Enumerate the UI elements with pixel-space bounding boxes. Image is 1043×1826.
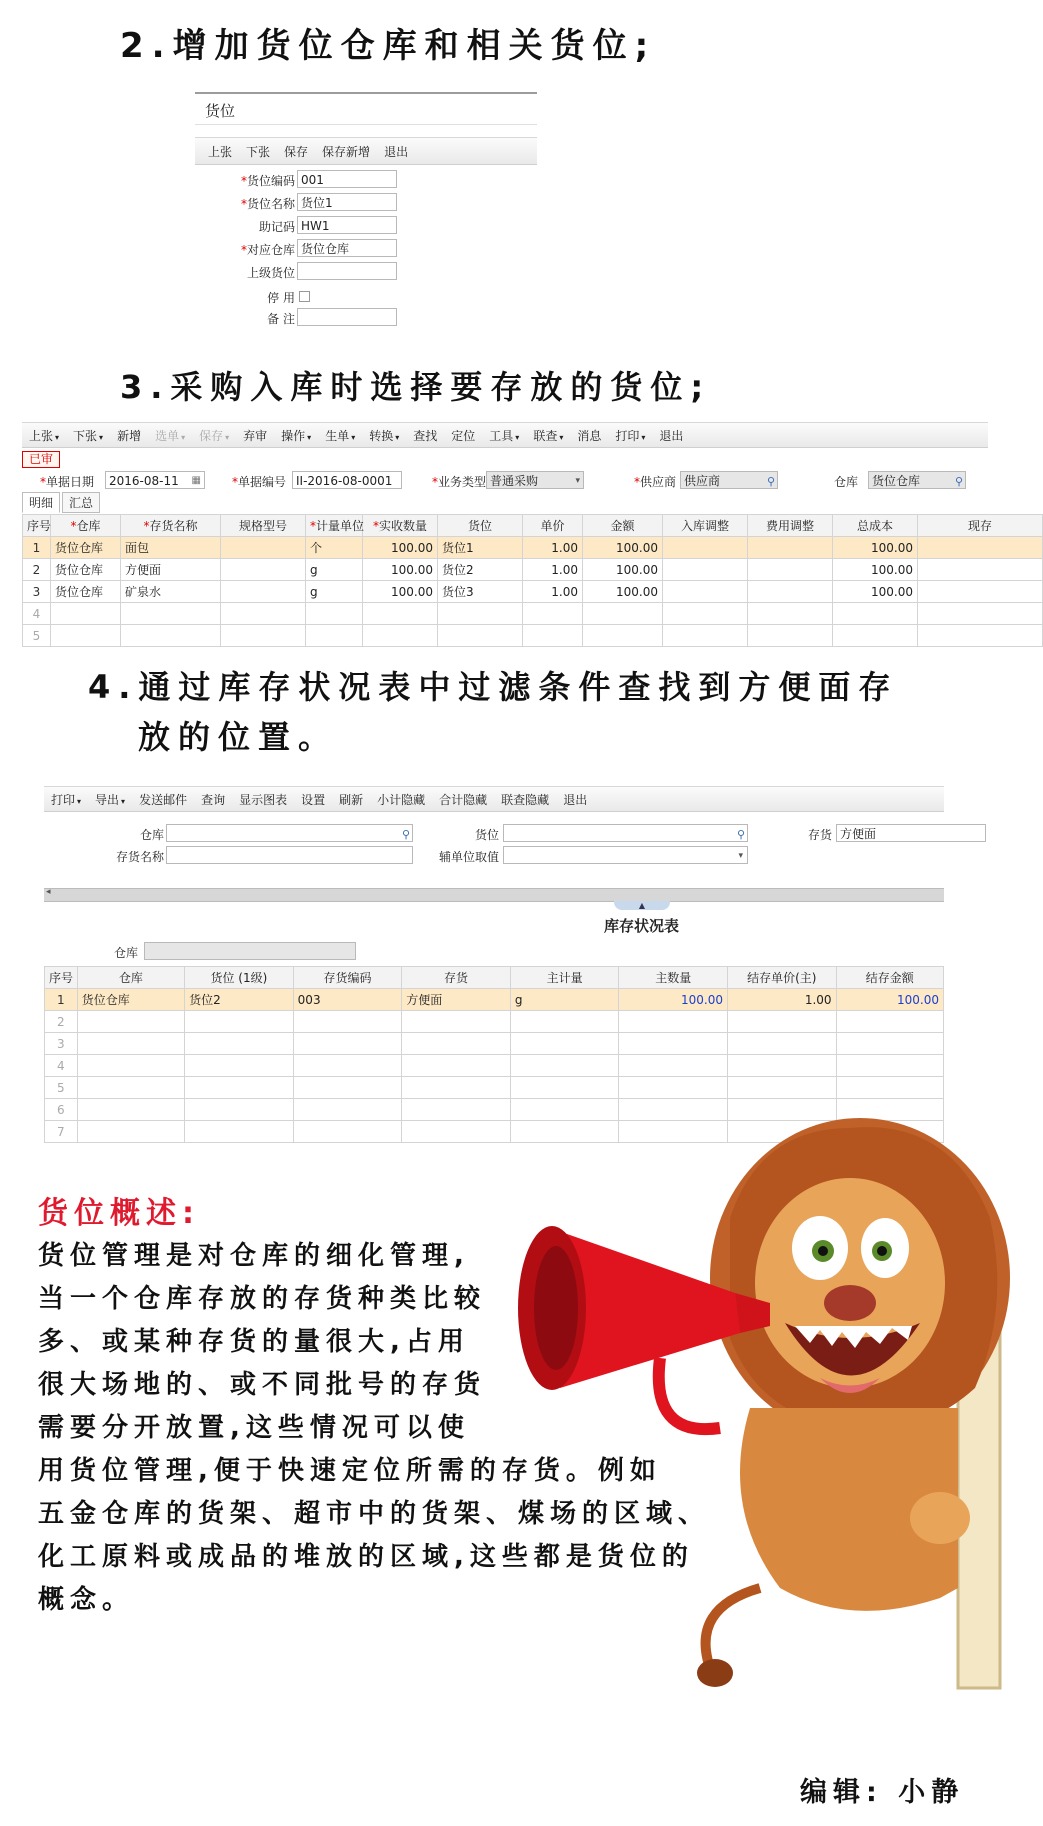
receipt-column-header[interactable]: *存货名称	[121, 515, 221, 537]
overview-line: 用货位管理,便于快速定位所需的存货。例如	[38, 1456, 662, 1486]
receipt-cell[interactable]: 100.00	[833, 559, 918, 581]
report-toolbar-button[interactable]	[370, 791, 432, 808]
report-toolbar-label: 打印	[51, 792, 76, 807]
tab-summary[interactable]: 汇总	[62, 492, 100, 513]
receipt-row[interactable]	[23, 537, 1043, 559]
report-cell[interactable]	[77, 1099, 184, 1121]
report-toolbar-button[interactable]	[132, 791, 194, 808]
report-toolbar-button[interactable]	[494, 791, 556, 808]
chevron-down-icon: ▾	[77, 796, 82, 806]
report-cell[interactable]	[510, 1011, 619, 1033]
report-cell[interactable]: 100.00	[619, 989, 728, 1011]
report-column-header[interactable]: 序号	[45, 967, 78, 989]
receipt-cell[interactable]: 方便面	[121, 559, 221, 581]
form-toolbar	[195, 137, 537, 165]
warehouse-header-label: 仓库	[834, 475, 859, 489]
report-cell[interactable]: g	[510, 989, 619, 1011]
receipt-cell[interactable]	[663, 581, 748, 603]
chevron-down-icon: ▾	[559, 432, 564, 442]
warehouse-label: 对应仓库	[246, 243, 295, 257]
report-cell[interactable]: 5	[45, 1077, 78, 1099]
filter-aux-unit-select[interactable]	[503, 846, 748, 864]
report-cell[interactable]	[402, 1121, 511, 1143]
receipt-column-header[interactable]: *实收数量	[363, 515, 438, 537]
receipt-toolbar-button[interactable]	[652, 427, 690, 444]
receipt-column-header[interactable]: 单价	[523, 515, 583, 537]
calendar-icon[interactable]: ▦	[191, 475, 201, 486]
bill-no-field[interactable]: II-2016-08-0001	[292, 471, 402, 489]
receipt-cell[interactable]	[523, 625, 583, 647]
receipt-cell[interactable]	[221, 603, 306, 625]
receipt-toolbar-label: 生单	[325, 428, 350, 443]
report-cell[interactable]	[836, 1077, 943, 1099]
report-cell[interactable]	[510, 1055, 619, 1077]
receipt-cell[interactable]	[918, 581, 1043, 603]
report-toolbar-button[interactable]	[232, 791, 294, 808]
receipt-toolbar-label: 保存	[199, 428, 224, 443]
report-cell[interactable]: 7	[45, 1121, 78, 1143]
report-column-header[interactable]: 存货编码	[293, 967, 402, 989]
receipt-cell[interactable]	[748, 603, 833, 625]
report-cell[interactable]	[402, 1011, 511, 1033]
form-toolbar-button[interactable]: 保存新增	[322, 144, 371, 159]
receipt-toolbar-button[interactable]	[148, 427, 192, 444]
receipt-cell[interactable]	[663, 537, 748, 559]
receipt-toolbar-label: 打印	[615, 428, 640, 443]
chevron-down-icon: ▾	[225, 432, 230, 442]
receipt-cell[interactable]: 货位仓库	[51, 559, 121, 581]
receipt-tabs	[22, 492, 102, 513]
report-empty-row[interactable]	[45, 1055, 944, 1077]
receipt-cell[interactable]	[663, 559, 748, 581]
report-column-header[interactable]: 货位 (1级)	[185, 967, 294, 989]
report-toolbar-label: 小计隐藏	[377, 792, 426, 807]
parent-location-label: 上级货位	[246, 266, 295, 280]
receipt-cell[interactable]	[363, 625, 438, 647]
report-cell[interactable]	[293, 1121, 402, 1143]
inventory-report-panel	[44, 786, 944, 1150]
receipt-cell[interactable]: 100.00	[833, 537, 918, 559]
report-cell[interactable]	[293, 1011, 402, 1033]
overview-line: 多、或某种存货的量很大,占用	[38, 1327, 470, 1357]
receipt-column-header[interactable]: 金额	[583, 515, 663, 537]
filter-warehouse-label: 仓库	[139, 828, 164, 842]
receipt-toolbar-label: 新增	[117, 428, 142, 443]
step4-heading-line2: 放的位置。	[138, 718, 339, 756]
lion-megaphone-illustration	[520, 1108, 1000, 1688]
filter-splitter[interactable]	[44, 888, 944, 902]
receipt-toolbar-label: 定位	[451, 428, 476, 443]
receipt-toolbar-button[interactable]	[406, 427, 444, 444]
receipt-cell[interactable]: 1	[23, 537, 51, 559]
report-cell[interactable]	[727, 1055, 836, 1077]
report-toolbar-label: 合计隐藏	[439, 792, 488, 807]
receipt-cell[interactable]	[918, 537, 1043, 559]
receipt-cell[interactable]	[121, 603, 221, 625]
business-type-select[interactable]: 普通采购 ▾	[486, 471, 584, 489]
overview-line: 五金仓库的货架、超市中的货架、煤场的区域、	[38, 1499, 711, 1529]
receipt-cell[interactable]: g	[306, 581, 363, 603]
receipt-grid	[22, 514, 1043, 647]
receipt-cell[interactable]	[51, 625, 121, 647]
supplier-field[interactable]: 供应商 ⚲	[680, 471, 778, 489]
report-cell[interactable]	[510, 1033, 619, 1055]
mnemonic-label: 助记码	[258, 220, 295, 234]
location-code-label: 货位编码	[246, 174, 295, 188]
report-toolbar-label: 查询	[201, 792, 226, 807]
report-cell[interactable]: 6	[45, 1099, 78, 1121]
receipt-cell[interactable]: 1.00	[523, 581, 583, 603]
report-cell[interactable]	[727, 1077, 836, 1099]
filter-item-name-field[interactable]	[166, 846, 413, 864]
chevron-down-icon: ▾	[99, 432, 104, 442]
report-cell[interactable]	[293, 1033, 402, 1055]
receipt-column-header[interactable]: 费用调整	[748, 515, 833, 537]
report-toolbar-label: 导出	[95, 792, 120, 807]
lookup-icon[interactable]: ⚲	[766, 475, 775, 488]
receipt-toolbar-label: 查找	[413, 428, 438, 443]
step3-heading: 3.采购入库时选择要存放的货位;	[120, 368, 712, 406]
report-toolbar-label: 发送邮件	[139, 792, 188, 807]
purchase-receipt-panel: 上张 ▾ 下张 ▾ 新增 选单 ▾ 保存 ▾ 弃审 操作 ▾ 生单 ▾ 转换 ▾ 查找 定位 工具 ▾ 联查 ▾ 消息 打印 ▾ 退出 已审 *单据日期 2016-08-11 ▦ *单据编号 II-2016-08-0001 *业务类型 普通采购 ▾ *供应商 供应商 ⚲ 仓库 货位仓库 ⚲ 明细 汇总 序号 *仓库 *存货名称 规格型号 *计量单位 *实收数量 货位 单价 金额 入库调整 费用调整 总成本 现存 1 货位仓库 面包 个 100.00 货位1 1.00 100.00 100.00 2 货位仓库 方便面 g 100.00 货位2 1.00 100.00 100.00 3 货位仓库 矿泉水 g 100.00 货位3 1.00 100.00 100.00 4 5	[22, 420, 988, 660]
report-cell[interactable]	[77, 1033, 184, 1055]
supplier-label: 供应商	[640, 475, 677, 489]
filter-item-name-label: 存货名称	[115, 850, 164, 864]
report-cell[interactable]	[836, 1033, 943, 1055]
receipt-cell[interactable]	[748, 559, 833, 581]
chevron-down-icon: ▾	[307, 432, 312, 442]
report-cell[interactable]	[293, 1099, 402, 1121]
receipt-cell[interactable]: 货位2	[438, 559, 523, 581]
receipt-column-header[interactable]: 总成本	[833, 515, 918, 537]
receipt-cell[interactable]: 1.00	[523, 537, 583, 559]
receipt-cell[interactable]: 1.00	[523, 559, 583, 581]
report-cell[interactable]: 3	[45, 1033, 78, 1055]
report-toolbar-button[interactable]	[44, 791, 88, 808]
report-warehouse-label: 仓库	[114, 946, 139, 960]
report-empty-row[interactable]	[45, 1033, 944, 1055]
receipt-toolbar-button[interactable]	[570, 427, 608, 444]
receipt-toolbar-label: 工具	[489, 428, 514, 443]
receipt-toolbar-button[interactable]	[274, 427, 318, 444]
receipt-toolbar-button[interactable]	[236, 427, 274, 444]
chevron-down-icon: ▾	[575, 476, 580, 486]
report-cell[interactable]	[836, 1055, 943, 1077]
report-title: 库存状况表	[604, 917, 680, 935]
report-row[interactable]	[45, 989, 944, 1011]
report-cell[interactable]: 货位2	[185, 989, 294, 1011]
collapse-up-icon[interactable]: ▲	[614, 901, 670, 910]
receipt-cell[interactable]	[221, 625, 306, 647]
chevron-left-icon[interactable]: ◂	[46, 887, 51, 897]
overview-line: 当一个仓库存放的存货种类比较	[38, 1284, 487, 1314]
receipt-cell[interactable]: 4	[23, 603, 51, 625]
report-cell[interactable]	[293, 1055, 402, 1077]
lookup-icon[interactable]: ⚲	[954, 475, 963, 488]
overview-line: 需要分开放置,这些情况可以使	[38, 1413, 470, 1443]
bill-date-label: 单据日期	[46, 475, 95, 489]
receipt-cell[interactable]	[438, 603, 523, 625]
report-cell[interactable]	[77, 1011, 184, 1033]
report-cell[interactable]: 100.00	[836, 989, 943, 1011]
receipt-cell[interactable]	[918, 559, 1043, 581]
receipt-toolbar-label: 联查	[533, 428, 558, 443]
receipt-toolbar-button[interactable]	[318, 427, 362, 444]
receipt-empty-row[interactable]	[23, 625, 1043, 647]
lookup-icon[interactable]: ⚲	[401, 828, 410, 841]
chevron-down-icon: ▾	[641, 432, 646, 442]
chevron-down-icon: ▾	[515, 432, 520, 442]
receipt-toolbar-label: 消息	[577, 428, 602, 443]
overview-line: 很大场地的、或不同批号的存货	[38, 1370, 487, 1400]
receipt-cell[interactable]: 3	[23, 581, 51, 603]
receipt-cell[interactable]	[221, 559, 306, 581]
receipt-toolbar-label: 选单	[155, 428, 180, 443]
receipt-cell[interactable]: g	[306, 559, 363, 581]
receipt-cell[interactable]: 个	[306, 537, 363, 559]
receipt-cell[interactable]: 货位仓库	[51, 537, 121, 559]
receipt-cell[interactable]	[51, 603, 121, 625]
receipt-cell[interactable]: 100.00	[583, 581, 663, 603]
report-cell[interactable]: 方便面	[402, 989, 511, 1011]
report-cell[interactable]: 4	[45, 1055, 78, 1077]
receipt-toolbar-label: 转换	[369, 428, 394, 443]
receipt-toolbar-label: 下张	[73, 428, 98, 443]
receipt-cell[interactable]	[363, 603, 438, 625]
report-toolbar-label: 设置	[301, 792, 326, 807]
receipt-toolbar-label: 退出	[659, 428, 684, 443]
step4-heading-line1: 4.通过库存状况表中过滤条件查找到方便面存	[88, 668, 899, 706]
receipt-toolbar-button[interactable]	[66, 427, 110, 444]
report-cell[interactable]	[510, 1077, 619, 1099]
filter-aux-unit-label: 辅单位取值	[438, 850, 499, 864]
receipt-toolbar-button[interactable]	[482, 427, 526, 444]
overview-line: 化工原料或成品的堆放的区域,这些都是货位的	[38, 1542, 694, 1572]
report-cell[interactable]: 1.00	[727, 989, 836, 1011]
report-cell[interactable]	[77, 1077, 184, 1099]
receipt-column-header[interactable]: 规格型号	[221, 515, 306, 537]
receipt-column-header[interactable]: 货位	[438, 515, 523, 537]
location-form-panel: 货位 上张 下张 保存 保存新增 退出 *货位编码 001 *货位名称 货位1 助记码 HW1 *对应仓库 货位仓库 上级货位 停 用 备 注	[195, 92, 537, 332]
report-cell[interactable]	[619, 1011, 728, 1033]
report-warehouse-field	[144, 942, 356, 960]
mnemonic-field[interactable]: HW1	[297, 216, 397, 234]
report-column-header[interactable]: 仓库	[77, 967, 184, 989]
receipt-column-header[interactable]: *计量单位	[306, 515, 363, 537]
report-cell[interactable]	[185, 1055, 294, 1077]
receipt-column-header[interactable]: 入库调整	[663, 515, 748, 537]
chevron-down-icon: ▾	[121, 796, 126, 806]
filter-item-field[interactable]: 方便面	[836, 824, 986, 842]
receipt-cell[interactable]: 100.00	[363, 559, 438, 581]
filter-item-label: 存货	[807, 828, 832, 842]
filter-location-label: 货位	[474, 828, 499, 842]
receipt-cell[interactable]	[748, 537, 833, 559]
receipt-cell[interactable]	[663, 603, 748, 625]
report-cell[interactable]	[836, 1011, 943, 1033]
editor-credit: 编辑: 小静	[800, 1777, 965, 1808]
receipt-toolbar-label: 弃审	[243, 428, 268, 443]
business-type-label: 业务类型	[438, 475, 487, 489]
report-toolbar-label: 刷新	[339, 792, 364, 807]
report-toolbar-button[interactable]	[194, 791, 232, 808]
report-cell[interactable]	[185, 1099, 294, 1121]
form-title: 货位	[205, 102, 236, 120]
receipt-toolbar-button[interactable]	[192, 427, 236, 444]
receipt-cell[interactable]: 100.00	[583, 559, 663, 581]
report-cell[interactable]: 2	[45, 1011, 78, 1033]
report-cell[interactable]	[619, 1055, 728, 1077]
report-cell[interactable]	[77, 1121, 184, 1143]
report-toolbar-button[interactable]	[294, 791, 332, 808]
location-name-field[interactable]: 货位1	[297, 193, 397, 211]
receipt-cell[interactable]: 5	[23, 625, 51, 647]
receipt-column-header[interactable]: 现存	[918, 515, 1043, 537]
filter-location-field[interactable]	[503, 824, 748, 842]
receipt-cell[interactable]	[221, 581, 306, 603]
warehouse-field[interactable]: 货位仓库	[297, 239, 397, 257]
receipt-cell[interactable]: 货位3	[438, 581, 523, 603]
filter-warehouse-field[interactable]	[166, 824, 413, 842]
remark-field[interactable]	[297, 308, 397, 326]
chevron-down-icon: ▾	[181, 432, 186, 442]
bill-date-field[interactable]: 2016-08-11 ▦	[105, 471, 205, 489]
receipt-toolbar-label: 上张	[29, 428, 54, 443]
receipt-column-header[interactable]: 序号	[23, 515, 51, 537]
receipt-cell[interactable]	[833, 625, 918, 647]
report-cell[interactable]	[402, 1055, 511, 1077]
report-toolbar-label: 联查隐藏	[501, 792, 550, 807]
report-empty-row[interactable]	[45, 1077, 944, 1099]
form-toolbar-button[interactable]: 保存	[284, 144, 309, 159]
disabled-label: 停 用	[267, 291, 295, 305]
receipt-cell[interactable]: 面包	[121, 537, 221, 559]
receipt-cell[interactable]	[583, 625, 663, 647]
report-column-header[interactable]: 结存金额	[836, 967, 943, 989]
receipt-cell[interactable]	[748, 625, 833, 647]
report-cell[interactable]	[727, 1033, 836, 1055]
report-cell[interactable]	[185, 1077, 294, 1099]
bill-no-label: 单据编号	[238, 475, 287, 489]
receipt-cell[interactable]: 100.00	[363, 537, 438, 559]
report-toolbar-label: 退出	[563, 792, 588, 807]
receipt-cell[interactable]: 100.00	[583, 537, 663, 559]
overview-title: 货位概述:	[38, 1196, 200, 1231]
report-empty-row[interactable]	[45, 1011, 944, 1033]
receipt-cell[interactable]	[583, 603, 663, 625]
overview-line: 概念。	[38, 1585, 135, 1615]
report-cell[interactable]	[402, 1099, 511, 1121]
report-toolbar-button[interactable]	[332, 791, 370, 808]
lookup-icon[interactable]: ⚲	[736, 828, 745, 841]
remark-label: 备 注	[267, 312, 295, 326]
receipt-empty-row[interactable]	[23, 603, 1043, 625]
report-toolbar-button[interactable]	[88, 791, 132, 808]
receipt-toolbar-label: 操作	[281, 428, 306, 443]
chevron-down-icon: ▾	[55, 432, 60, 442]
receipt-cell[interactable]: 货位仓库	[51, 581, 121, 603]
receipt-cell[interactable]	[221, 537, 306, 559]
receipt-cell[interactable]	[438, 625, 523, 647]
receipt-cell[interactable]	[663, 625, 748, 647]
report-toolbar	[44, 786, 944, 812]
receipt-cell[interactable]	[306, 603, 363, 625]
report-cell[interactable]	[402, 1077, 511, 1099]
report-cell[interactable]	[727, 1011, 836, 1033]
receipt-cell[interactable]: 矿泉水	[121, 581, 221, 603]
chevron-down-icon: ▾	[351, 432, 356, 442]
parent-location-field[interactable]	[297, 262, 397, 280]
receipt-cell[interactable]: 100.00	[363, 581, 438, 603]
report-cell[interactable]	[185, 1033, 294, 1055]
report-toolbar-button[interactable]	[556, 791, 594, 808]
receipt-toolbar-button[interactable]	[444, 427, 482, 444]
warehouse-header-field[interactable]: 货位仓库 ⚲	[868, 471, 966, 489]
receipt-cell[interactable]: 100.00	[833, 581, 918, 603]
receipt-cell[interactable]	[833, 603, 918, 625]
receipt-column-header[interactable]: *仓库	[51, 515, 121, 537]
receipt-cell[interactable]	[306, 625, 363, 647]
approved-status-stamp: 已审	[22, 451, 60, 468]
report-cell[interactable]	[293, 1077, 402, 1099]
form-toolbar-button[interactable]: 上张	[208, 144, 233, 159]
receipt-cell[interactable]	[121, 625, 221, 647]
report-cell[interactable]: 货位仓库	[77, 989, 184, 1011]
tab-detail[interactable]: 明细	[22, 492, 60, 513]
receipt-toolbar-button[interactable]	[22, 427, 66, 444]
report-cell[interactable]	[402, 1033, 511, 1055]
receipt-toolbar-button[interactable]	[110, 427, 148, 444]
location-name-label: 货位名称	[246, 197, 295, 211]
report-column-header[interactable]: 结存单价(主)	[727, 967, 836, 989]
form-toolbar-button[interactable]: 退出	[384, 144, 409, 159]
report-column-header[interactable]: 主计量	[510, 967, 619, 989]
receipt-cell[interactable]	[748, 581, 833, 603]
report-cell[interactable]	[185, 1011, 294, 1033]
receipt-toolbar-button[interactable]	[526, 427, 570, 444]
location-code-field[interactable]: 001	[297, 170, 397, 188]
report-toolbar-button[interactable]	[432, 791, 494, 808]
receipt-cell[interactable]	[918, 625, 1043, 647]
receipt-row[interactable]	[23, 581, 1043, 603]
report-column-header[interactable]: 存货	[402, 967, 511, 989]
receipt-toolbar-button[interactable]	[608, 427, 652, 444]
form-toolbar-button[interactable]: 下张	[246, 144, 271, 159]
report-cell[interactable]	[185, 1121, 294, 1143]
receipt-cell[interactable]	[523, 603, 583, 625]
receipt-cell[interactable]	[918, 603, 1043, 625]
overview-line: 货位管理是对仓库的细化管理,	[38, 1241, 470, 1271]
chevron-down-icon: ▾	[395, 432, 400, 442]
report-cell[interactable]	[77, 1055, 184, 1077]
receipt-row[interactable]	[23, 559, 1043, 581]
step2-heading: 2.增加货位仓库和相关货位;	[120, 26, 657, 66]
disabled-checkbox[interactable]	[299, 291, 310, 302]
report-cell[interactable]	[619, 1077, 728, 1099]
report-cell[interactable]	[619, 1033, 728, 1055]
receipt-cell[interactable]: 2	[23, 559, 51, 581]
report-cell[interactable]: 1	[45, 989, 78, 1011]
form-top-border	[195, 92, 537, 94]
receipt-toolbar	[22, 422, 988, 448]
report-column-header[interactable]: 主数量	[619, 967, 728, 989]
chevron-down-icon: ▾	[738, 851, 743, 861]
receipt-cell[interactable]: 货位1	[438, 537, 523, 559]
report-cell[interactable]: 003	[293, 989, 402, 1011]
receipt-toolbar-button[interactable]	[362, 427, 406, 444]
report-toolbar-label: 显示图表	[239, 792, 288, 807]
